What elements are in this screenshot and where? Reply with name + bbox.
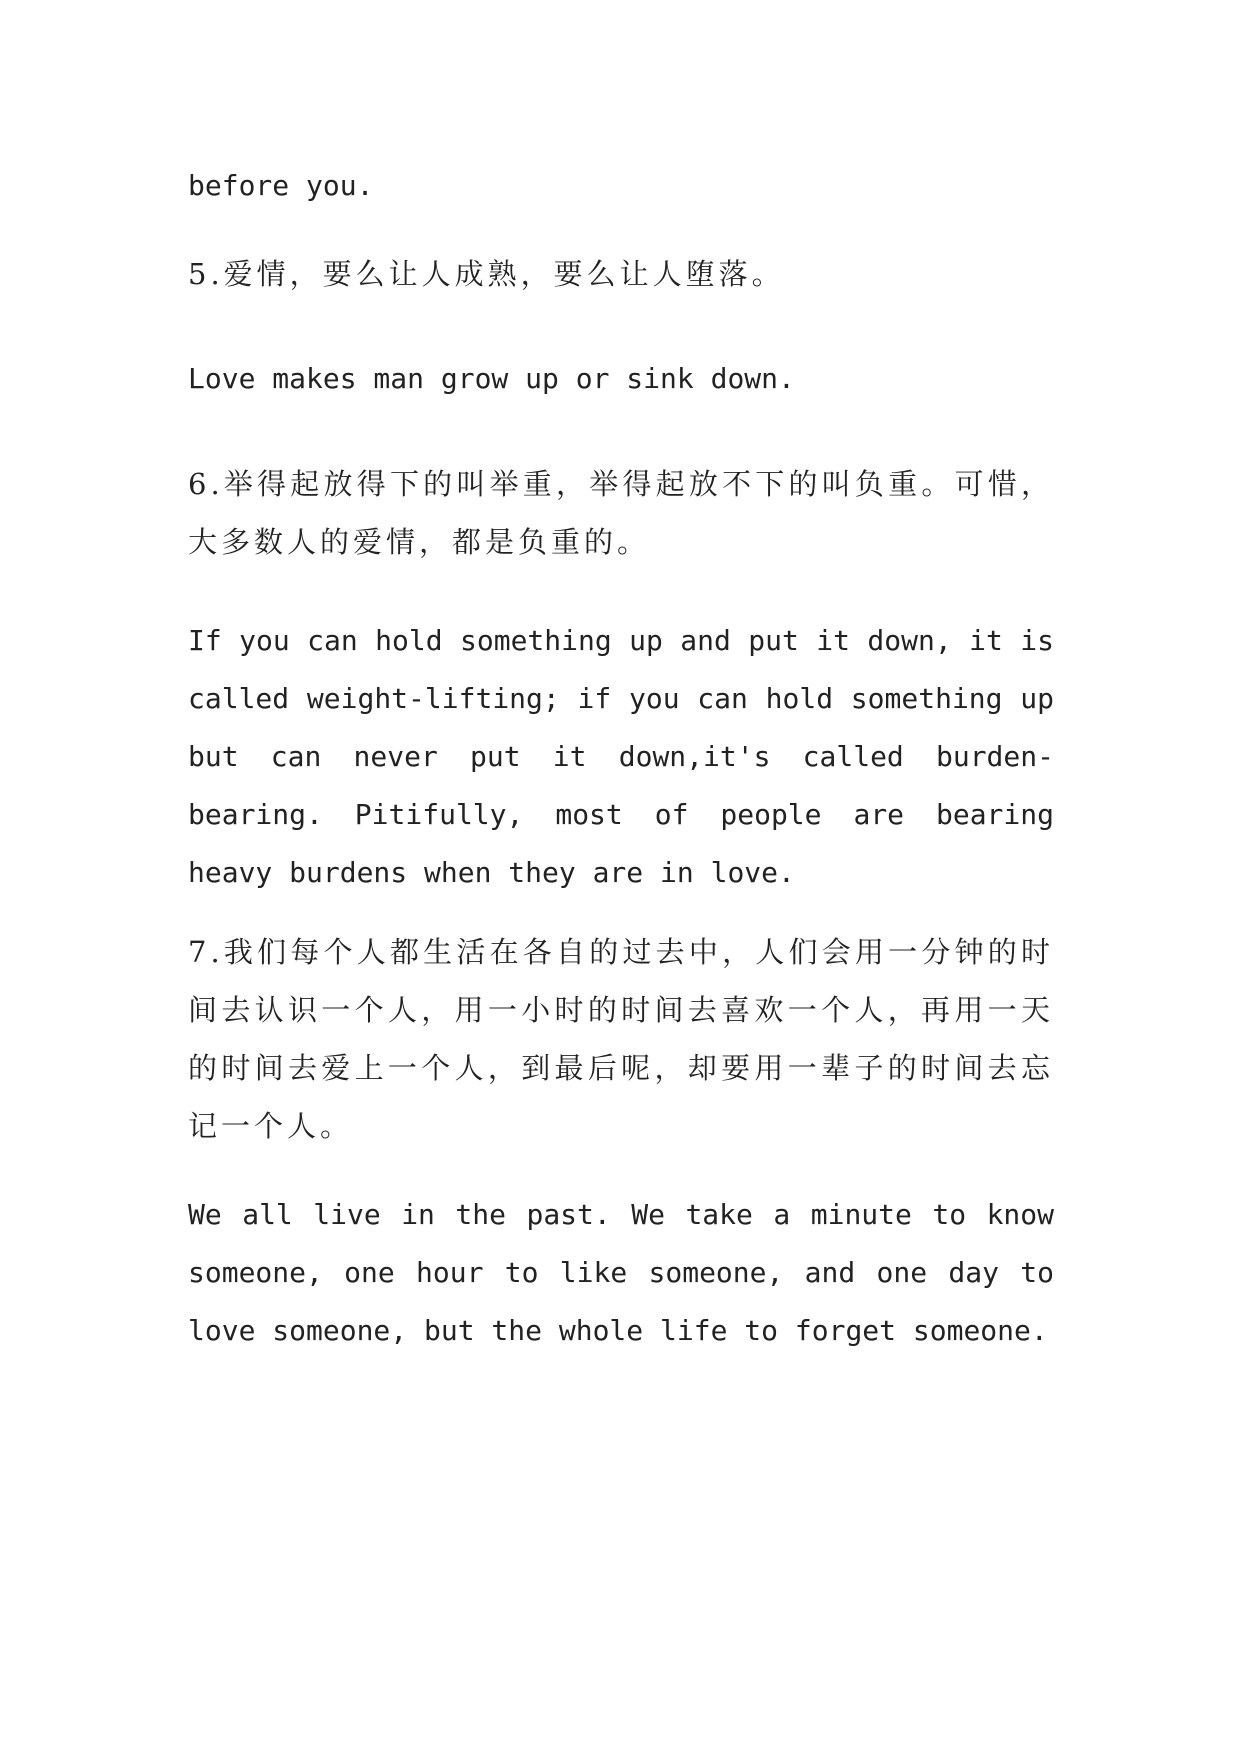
paragraph-item-5-english: Love makes man grow up or sink down. — [188, 362, 795, 395]
paragraph-item-6-english: If you can hold something up and put it down, it is called weight-lifting; if you can hold something up but can never put it down,it's called burden-bearing. Pitifully, most of people are bearing heavy burdens when they are in love. — [188, 624, 1054, 889]
paragraph-item-7-english: We all live in the past. We take a minute to know someone, one hour to like someone, and one day to love someone, but the whole life to forget someone. — [188, 1198, 1054, 1347]
paragraph-item-7-chinese: 7.我们每个人都生活在各自的过去中，人们会用一分钟的时间去认识一个人，用一小时的时间去喜欢一个人，再用一天的时间去爱上一个人，到最后呢，却要用一辈子的时间去忘记一个人。 — [188, 935, 1054, 1143]
paragraph-before-you: before you. — [188, 169, 374, 202]
paragraph-item-5-chinese: 5.爱情，要么让人成熟，要么让人堕落。 — [188, 257, 785, 291]
paragraph-item-6-chinese: 6.举得起放得下的叫举重，举得起放不下的叫负重。可惜，大多数人的爱情，都是负重的。 — [188, 467, 1054, 559]
